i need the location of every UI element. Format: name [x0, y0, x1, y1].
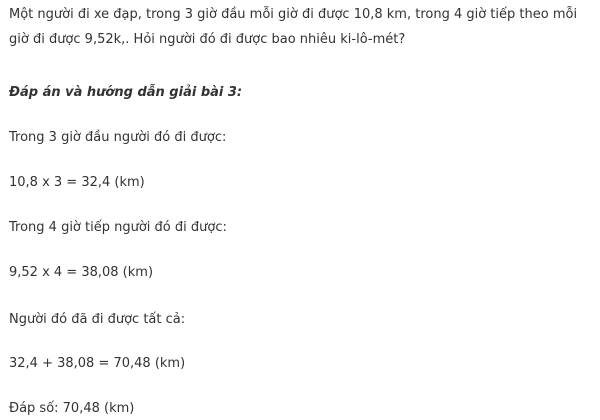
step-text: Trong 4 giờ tiếp người đó đi được:: [9, 220, 227, 235]
step-calculation: 9,52 x 4 = 38,08 (km): [9, 265, 154, 280]
step-calculation: 32,4 + 38,08 = 70,48 (km): [9, 356, 186, 371]
step-text: Người đó đã đi được tất cả:: [9, 312, 186, 327]
problem-text-line-1: Một người đi xe đạp, trong 3 giờ đầu mỗi giờ đi được 10,8 km, trong 4 giờ tiếp theo mỗi: [9, 7, 578, 22]
answer-heading: Đáp án và hướng dẫn giải bài 3:: [9, 85, 243, 100]
problem-text-line-2: giờ đi được 9,52k,. Hỏi người đó đi được bao nhiêu ki-lô-mét?: [9, 32, 406, 47]
step-calculation: 10,8 x 3 = 32,4 (km): [9, 175, 145, 190]
final-answer: Đáp số: 70,48 (km): [9, 401, 135, 416]
step-text: Trong 3 giờ đầu người đó đi được:: [9, 130, 227, 145]
